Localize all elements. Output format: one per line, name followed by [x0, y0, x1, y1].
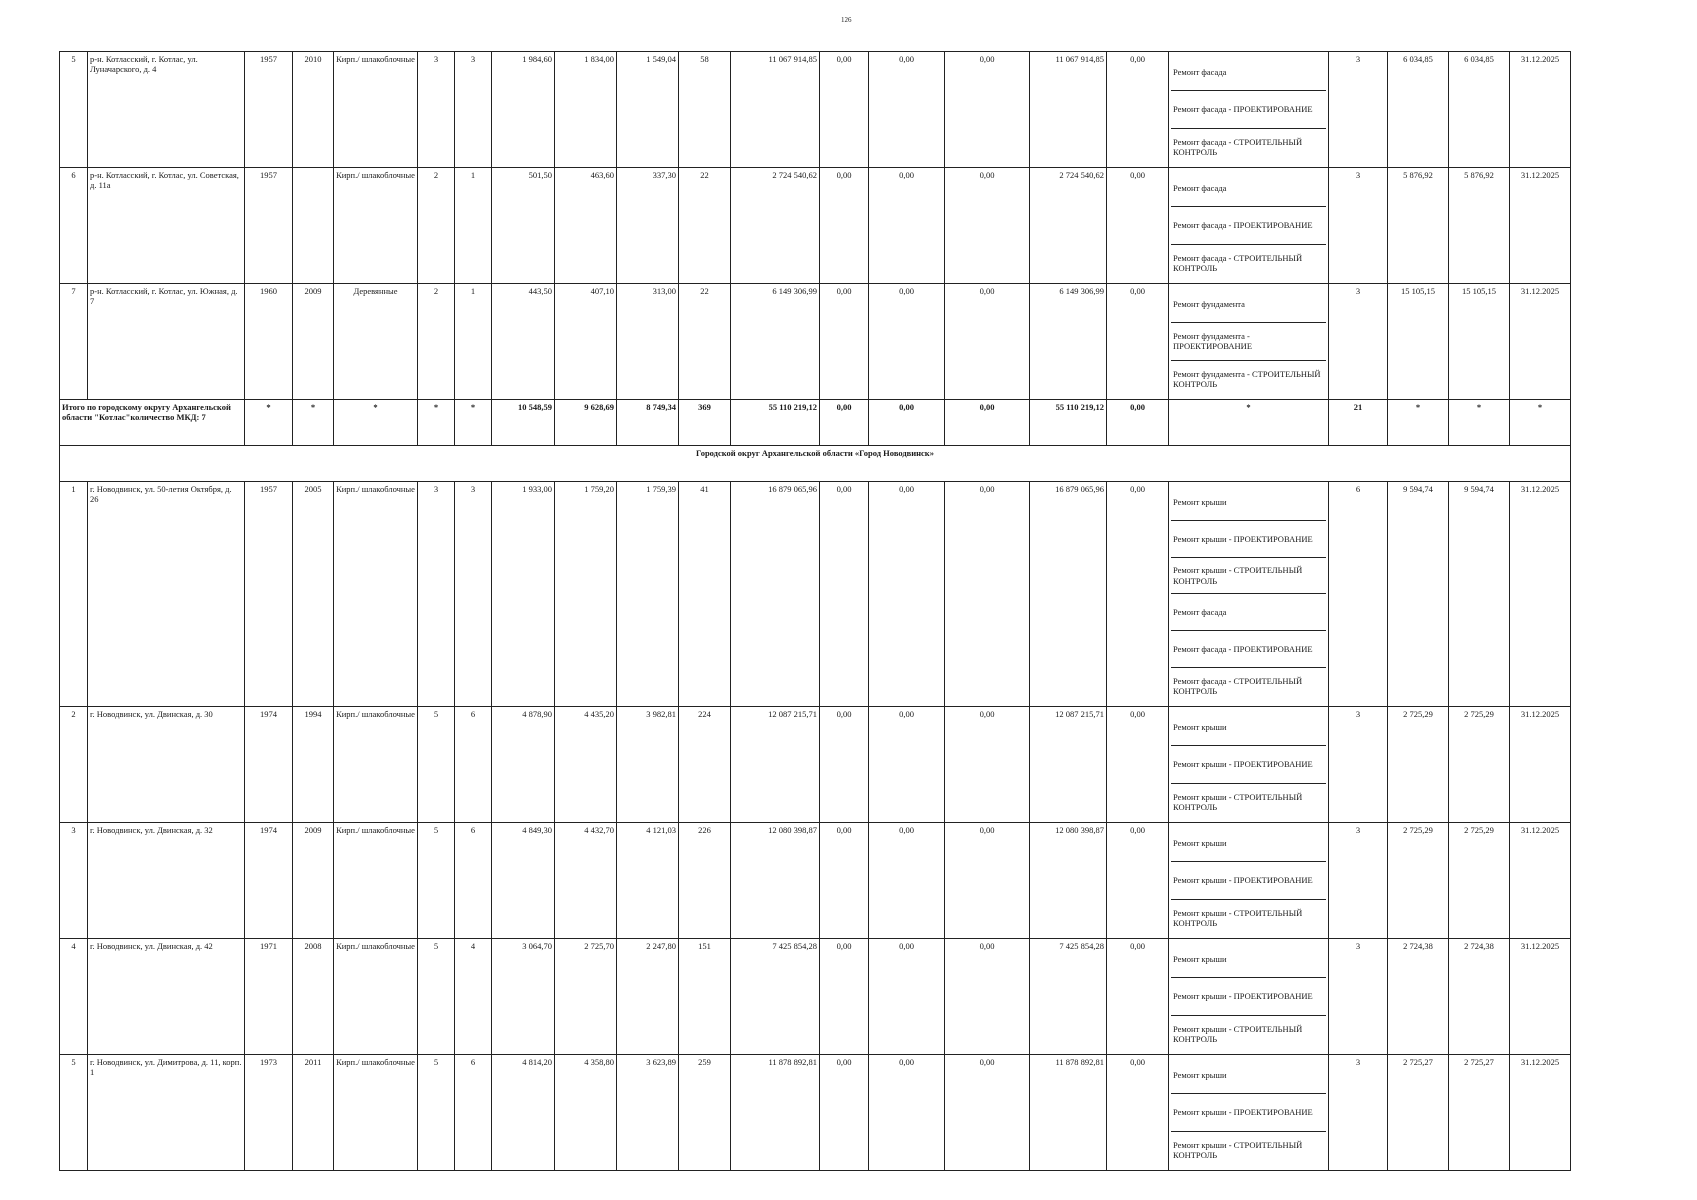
residents-cell: 58: [679, 52, 731, 168]
works-cell: [1169, 482, 1329, 707]
address-cell: г. Новодвинск, ул. Двинская, д. 30: [88, 707, 245, 823]
unit-cost-cell: 2 725,29: [1388, 823, 1449, 939]
unit-limit-cell: 2 725,29: [1449, 707, 1510, 823]
table-row: [60, 939, 1571, 1055]
area-rooms-cell: 1 834,00: [555, 52, 617, 168]
row-number: 7: [60, 284, 88, 400]
fund-federal-cell: 0,00: [820, 284, 869, 400]
works-count-cell: 3: [1329, 823, 1388, 939]
deadline-cell: 31.12.2025: [1510, 939, 1571, 1055]
work-item: Ремонт фасада - ПРОЕКТИРОВАНИЕ: [1171, 631, 1326, 668]
fund-owners-cell: 11 878 892,81: [1030, 1055, 1107, 1171]
row-number: 6: [60, 168, 88, 284]
total-residents: 369: [679, 400, 731, 446]
fund-regional-cell: 0,00: [869, 482, 945, 707]
total-area-res: 8 749,34: [617, 400, 679, 446]
cost-total-cell: 2 724 540,62: [731, 168, 820, 284]
fund-federal-cell: 0,00: [820, 482, 869, 707]
fund-local-cell: 0,00: [945, 1055, 1030, 1171]
work-item: Ремонт крыши - СТРОИТЕЛЬНЫЙ КОНТРОЛЬ: [1173, 1139, 1303, 1160]
table-row: [60, 482, 1571, 707]
works-list: [1171, 286, 1326, 397]
page-number: 126: [841, 16, 852, 24]
total-fund-regional: 0,00: [869, 400, 945, 446]
fund-regional-cell: 0,00: [869, 52, 945, 168]
floors-cell: 5: [418, 939, 455, 1055]
deadline-cell: 31.12.2025: [1510, 482, 1571, 707]
unit-cost-cell: 2 725,27: [1388, 1055, 1449, 1171]
deadline-cell: 31.12.2025: [1510, 284, 1571, 400]
fund-owners-cell: 11 067 914,85: [1030, 52, 1107, 168]
year-built-cell: 1957: [245, 168, 293, 284]
area-total-cell: 4 878,90: [492, 707, 555, 823]
work-item: Ремонт фасада: [1171, 54, 1326, 91]
fund-federal-cell: 0,00: [820, 52, 869, 168]
work-item: Ремонт фундамента: [1171, 286, 1326, 323]
works-cell: [1169, 284, 1329, 400]
unit-cost-cell: 9 594,74: [1388, 482, 1449, 707]
wall-cell: Деревянные: [334, 284, 418, 400]
fund-regional-cell: 0,00: [869, 823, 945, 939]
works-list: [1171, 484, 1326, 704]
work-item: Ремонт крыши - СТРОИТЕЛЬНЫЙ КОНТРОЛЬ: [1173, 907, 1303, 928]
work-item: Ремонт крыши: [1171, 1057, 1326, 1094]
works-count-cell: 6: [1329, 482, 1388, 707]
row-number: 1: [60, 482, 88, 707]
table-row: [60, 823, 1571, 939]
cost-total-cell: 16 879 065,96: [731, 482, 820, 707]
year-built-cell: 1971: [245, 939, 293, 1055]
year-overhaul-cell: 2009: [293, 284, 334, 400]
residents-cell: 22: [679, 168, 731, 284]
work-item: Ремонт крыши - ПРОЕКТИРОВАНИЕ: [1171, 746, 1326, 783]
works-cell: [1169, 168, 1329, 284]
works-count-cell: 3: [1329, 707, 1388, 823]
floors-cell: 2: [418, 284, 455, 400]
works-list: [1171, 1057, 1326, 1168]
unit-cost-cell: 5 876,92: [1388, 168, 1449, 284]
deadline-cell: 31.12.2025: [1510, 823, 1571, 939]
fund-federal-cell: 0,00: [820, 168, 869, 284]
row-number: 3: [60, 823, 88, 939]
fund-other-cell: 0,00: [1107, 52, 1169, 168]
area-rooms-cell: 2 725,70: [555, 939, 617, 1055]
deadline-cell: 31.12.2025: [1510, 707, 1571, 823]
wall-cell: Кирп./ шлакоблочные: [334, 823, 418, 939]
unit-limit-cell: 9 594,74: [1449, 482, 1510, 707]
area-res-cell: 1 759,39: [617, 482, 679, 707]
fund-other-cell: 0,00: [1107, 1055, 1169, 1171]
works-count-cell: 3: [1329, 52, 1388, 168]
fund-owners-cell: 12 087 215,71: [1030, 707, 1107, 823]
address-cell: р-н. Котласский, г. Котлас, ул. Советская, д. 11а: [88, 168, 245, 284]
fund-owners-cell: 6 149 306,99: [1030, 284, 1107, 400]
total-unit-limit: *: [1449, 400, 1510, 446]
works-cell: [1169, 939, 1329, 1055]
works-cell: [1169, 823, 1329, 939]
area-total-cell: 501,50: [492, 168, 555, 284]
fund-federal-cell: 0,00: [820, 823, 869, 939]
unit-limit-cell: 2 725,29: [1449, 823, 1510, 939]
total-floors: *: [418, 400, 455, 446]
year-overhaul-cell: 2010: [293, 52, 334, 168]
work-item: Ремонт крыши: [1171, 825, 1326, 862]
fund-other-cell: 0,00: [1107, 823, 1169, 939]
total-deadline: *: [1510, 400, 1571, 446]
fund-other-cell: 0,00: [1107, 284, 1169, 400]
year-built-cell: 1960: [245, 284, 293, 400]
unit-limit-cell: 15 105,15: [1449, 284, 1510, 400]
address-cell: г. Новодвинск, ул. Двинская, д. 32: [88, 823, 245, 939]
table-row: [60, 1055, 1571, 1171]
address-cell: р-н. Котласский, г. Котлас, ул. Луначарского, д. 4: [88, 52, 245, 168]
work-item: Ремонт фундамента - СТРОИТЕЛЬНЫЙ КОНТРОЛЬ: [1173, 368, 1321, 389]
fund-regional-cell: 0,00: [869, 707, 945, 823]
total-works-count: 21: [1329, 400, 1388, 446]
year-built-cell: 1973: [245, 1055, 293, 1171]
residents-cell: 22: [679, 284, 731, 400]
year-overhaul-cell: [293, 168, 334, 284]
works-count-cell: 3: [1329, 1055, 1388, 1171]
work-item: Ремонт фасада - СТРОИТЕЛЬНЫЙ КОНТРОЛЬ: [1173, 675, 1303, 697]
area-total-cell: 1 933,00: [492, 482, 555, 707]
cost-total-cell: 12 087 215,71: [731, 707, 820, 823]
year-overhaul-cell: 2009: [293, 823, 334, 939]
total-year-overhaul: *: [293, 400, 334, 446]
cost-total-cell: 11 878 892,81: [731, 1055, 820, 1171]
unit-limit-cell: 5 876,92: [1449, 168, 1510, 284]
work-item: Ремонт крыши - ПРОЕКТИРОВАНИЕ: [1171, 978, 1326, 1015]
area-total-cell: 4 849,30: [492, 823, 555, 939]
works-list: [1171, 709, 1326, 820]
work-item: Ремонт крыши: [1171, 709, 1326, 746]
total-year-built: *: [245, 400, 293, 446]
cost-total-cell: 11 067 914,85: [731, 52, 820, 168]
area-res-cell: 3 982,81: [617, 707, 679, 823]
work-item: Ремонт крыши - СТРОИТЕЛЬНЫЙ КОНТРОЛЬ: [1173, 1023, 1303, 1044]
entrances-cell: 6: [455, 823, 492, 939]
total-fund-other: 0,00: [1107, 400, 1169, 446]
area-res-cell: 3 623,89: [617, 1055, 679, 1171]
area-res-cell: 337,30: [617, 168, 679, 284]
area-res-cell: 313,00: [617, 284, 679, 400]
row-number: 5: [60, 52, 88, 168]
cost-total-cell: 12 080 398,87: [731, 823, 820, 939]
fund-other-cell: 0,00: [1107, 939, 1169, 1055]
area-rooms-cell: 4 435,20: [555, 707, 617, 823]
fund-owners-cell: 2 724 540,62: [1030, 168, 1107, 284]
works-cell: [1169, 707, 1329, 823]
table-row: [60, 284, 1571, 400]
year-overhaul-cell: 2005: [293, 482, 334, 707]
work-item: Ремонт фасада - ПРОЕКТИРОВАНИЕ: [1171, 91, 1326, 128]
work-item: Ремонт крыши - СТРОИТЕЛЬНЫЙ КОНТРОЛЬ: [1171, 558, 1326, 595]
table-row: [60, 168, 1571, 284]
works-list: [1171, 825, 1326, 936]
row-number: 4: [60, 939, 88, 1055]
area-res-cell: 2 247,80: [617, 939, 679, 1055]
year-built-cell: 1957: [245, 52, 293, 168]
work-item: Ремонт крыши - СТРОИТЕЛЬНЫЙ КОНТРОЛЬ: [1173, 791, 1303, 812]
floors-cell: 2: [418, 168, 455, 284]
address-cell: г. Новодвинск, ул. Двинская, д. 42: [88, 939, 245, 1055]
area-rooms-cell: 4 358,80: [555, 1055, 617, 1171]
unit-limit-cell: 6 034,85: [1449, 52, 1510, 168]
wall-cell: Кирп./ шлакоблочные: [334, 939, 418, 1055]
unit-limit-cell: 2 724,38: [1449, 939, 1510, 1055]
work-item: Ремонт фасада - ПРОЕКТИРОВАНИЕ: [1171, 207, 1326, 244]
year-built-cell: 1957: [245, 482, 293, 707]
total-row: [60, 400, 1571, 446]
fund-other-cell: 0,00: [1107, 482, 1169, 707]
total-wall: *: [334, 400, 418, 446]
deadline-cell: 31.12.2025: [1510, 168, 1571, 284]
residents-cell: 224: [679, 707, 731, 823]
entrances-cell: 3: [455, 482, 492, 707]
fund-local-cell: 0,00: [945, 823, 1030, 939]
entrances-cell: 1: [455, 168, 492, 284]
wall-cell: Кирп./ шлакоблочные: [334, 1055, 418, 1171]
wall-cell: Кирп./ шлакоблочные: [334, 52, 418, 168]
area-res-cell: 1 549,04: [617, 52, 679, 168]
works-count-cell: 3: [1329, 939, 1388, 1055]
area-rooms-cell: 4 432,70: [555, 823, 617, 939]
area-total-cell: 4 814,20: [492, 1055, 555, 1171]
fund-regional-cell: 0,00: [869, 284, 945, 400]
works-count-cell: 3: [1329, 168, 1388, 284]
total-area-rooms: 9 628,69: [555, 400, 617, 446]
fund-federal-cell: 0,00: [820, 707, 869, 823]
floors-cell: 5: [418, 707, 455, 823]
entrances-cell: 1: [455, 284, 492, 400]
residents-cell: 259: [679, 1055, 731, 1171]
floors-cell: 5: [418, 823, 455, 939]
unit-cost-cell: 2 725,29: [1388, 707, 1449, 823]
area-rooms-cell: 407,10: [555, 284, 617, 400]
wall-cell: Кирп./ шлакоблочные: [334, 168, 418, 284]
total-works: *: [1169, 400, 1329, 446]
fund-other-cell: 0,00: [1107, 168, 1169, 284]
work-item: Ремонт фасада - СТРОИТЕЛЬНЫЙ КОНТРОЛЬ: [1173, 252, 1303, 273]
unit-cost-cell: 15 105,15: [1388, 284, 1449, 400]
fund-local-cell: 0,00: [945, 939, 1030, 1055]
overhaul-register-table: [59, 51, 1571, 1171]
floors-cell: 3: [418, 482, 455, 707]
work-item: Ремонт крыши: [1171, 484, 1326, 521]
total-label: Итого по городскому округу Архангельской области "Котлас"количество МКД: 7: [60, 400, 245, 446]
fund-local-cell: 0,00: [945, 168, 1030, 284]
area-total-cell: 443,50: [492, 284, 555, 400]
area-total-cell: 1 984,60: [492, 52, 555, 168]
year-built-cell: 1974: [245, 707, 293, 823]
fund-local-cell: 0,00: [945, 707, 1030, 823]
entrances-cell: 3: [455, 52, 492, 168]
fund-regional-cell: 0,00: [869, 939, 945, 1055]
area-total-cell: 3 064,70: [492, 939, 555, 1055]
entrances-cell: 4: [455, 939, 492, 1055]
fund-owners-cell: 16 879 065,96: [1030, 482, 1107, 707]
unit-cost-cell: 2 724,38: [1388, 939, 1449, 1055]
works-list: [1171, 170, 1326, 281]
total-cost-total: 55 110 219,12: [731, 400, 820, 446]
total-unit-cost: *: [1388, 400, 1449, 446]
total-fund-federal: 0,00: [820, 400, 869, 446]
entrances-cell: 6: [455, 1055, 492, 1171]
wall-cell: Кирп./ шлакоблочные: [334, 482, 418, 707]
total-area-total: 10 548,59: [492, 400, 555, 446]
fund-federal-cell: 0,00: [820, 1055, 869, 1171]
work-item: Ремонт фасада: [1171, 170, 1326, 207]
area-rooms-cell: 1 759,20: [555, 482, 617, 707]
address-cell: р-н. Котласский, г. Котлас, ул. Южная, д. 7: [88, 284, 245, 400]
fund-federal-cell: 0,00: [820, 939, 869, 1055]
residents-cell: 226: [679, 823, 731, 939]
section-title: Городской округ Архангельской области «Город Новодвинск»: [60, 446, 1571, 482]
fund-owners-cell: 7 425 854,28: [1030, 939, 1107, 1055]
residents-cell: 41: [679, 482, 731, 707]
works-cell: [1169, 52, 1329, 168]
row-number: 2: [60, 707, 88, 823]
work-item: Ремонт фундамента - ПРОЕКТИРОВАНИЕ: [1171, 323, 1326, 360]
total-fund-owners: 55 110 219,12: [1030, 400, 1107, 446]
deadline-cell: 31.12.2025: [1510, 1055, 1571, 1171]
address-cell: г. Новодвинск, ул. 50-летия Октября, д. 26: [88, 482, 245, 707]
fund-regional-cell: 0,00: [869, 168, 945, 284]
area-rooms-cell: 463,60: [555, 168, 617, 284]
area-res-cell: 4 121,03: [617, 823, 679, 939]
total-fund-local: 0,00: [945, 400, 1030, 446]
work-item: Ремонт крыши - ПРОЕКТИРОВАНИЕ: [1171, 521, 1326, 558]
work-item: Ремонт крыши - ПРОЕКТИРОВАНИЕ: [1171, 1094, 1326, 1131]
row-number: 5: [60, 1055, 88, 1171]
works-count-cell: 3: [1329, 284, 1388, 400]
section-header-row: [60, 446, 1571, 482]
works-cell: [1169, 1055, 1329, 1171]
address-cell: г. Новодвинск, ул. Димитрова, д. 11, корп. 1: [88, 1055, 245, 1171]
work-item: Ремонт крыши - ПРОЕКТИРОВАНИЕ: [1171, 862, 1326, 899]
unit-limit-cell: 2 725,27: [1449, 1055, 1510, 1171]
year-overhaul-cell: 2011: [293, 1055, 334, 1171]
work-item: Ремонт фасада - СТРОИТЕЛЬНЫЙ КОНТРОЛЬ: [1173, 136, 1303, 157]
work-item: Ремонт крыши: [1171, 941, 1326, 978]
year-overhaul-cell: 1994: [293, 707, 334, 823]
table-body: [60, 52, 1571, 1171]
fund-local-cell: 0,00: [945, 284, 1030, 400]
total-entrances: *: [455, 400, 492, 446]
work-item: Ремонт фасада: [1171, 594, 1326, 631]
unit-cost-cell: 6 034,85: [1388, 52, 1449, 168]
floors-cell: 3: [418, 52, 455, 168]
fund-local-cell: 0,00: [945, 52, 1030, 168]
year-built-cell: 1974: [245, 823, 293, 939]
entrances-cell: 6: [455, 707, 492, 823]
table-row: [60, 707, 1571, 823]
residents-cell: 151: [679, 939, 731, 1055]
fund-local-cell: 0,00: [945, 482, 1030, 707]
deadline-cell: 31.12.2025: [1510, 52, 1571, 168]
cost-total-cell: 7 425 854,28: [731, 939, 820, 1055]
works-list: [1171, 941, 1326, 1052]
works-list: [1171, 54, 1326, 165]
fund-owners-cell: 12 080 398,87: [1030, 823, 1107, 939]
fund-other-cell: 0,00: [1107, 707, 1169, 823]
year-overhaul-cell: 2008: [293, 939, 334, 1055]
table-row: [60, 52, 1571, 168]
cost-total-cell: 6 149 306,99: [731, 284, 820, 400]
fund-regional-cell: 0,00: [869, 1055, 945, 1171]
wall-cell: Кирп./ шлакоблочные: [334, 707, 418, 823]
floors-cell: 5: [418, 1055, 455, 1171]
